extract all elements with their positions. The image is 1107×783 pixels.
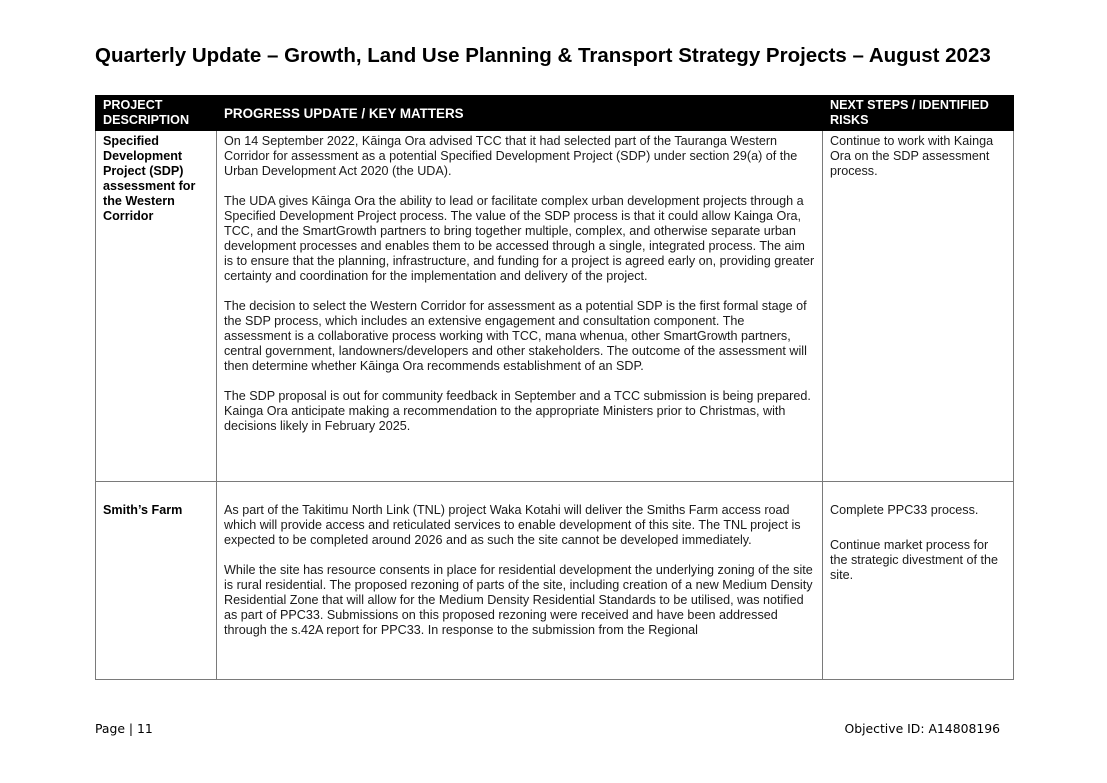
page-number: Page | 11 [95,721,153,736]
header-progress-update: PROGRESS UPDATE / KEY MATTERS [217,96,823,131]
progress-cell [217,482,823,680]
project-description-cell: Specified Development Project (SDP) assessment for the Western Corridor [96,131,217,482]
header-next-steps: NEXT STEPS / IDENTIFIED RISKS [823,96,1014,131]
projects-table [95,95,1014,680]
table-header-row [96,96,1014,131]
table-row [96,482,1014,680]
progress-paragraph: While the site has resource consents in place for residential development the underlying zoning of the site is rural residential. The proposed rezoning of parts of the site, including creation of a new Medium Density Residential Zone that will allow for the Medium Density Residential Standards to be utilised, was notified as part of PPC33. Submissions on this proposed rezoning were received and have been addressed through the s.42A report for PPC33. In response to the submission from the Regional [224,563,813,637]
objective-id: Objective ID: A14808196 [844,721,1000,736]
next-step-item: Complete PPC33 process. [830,503,979,517]
next-steps-cell [823,131,1014,482]
progress-paragraph: The SDP proposal is out for community feedback in September and a TCC submission is being prepared. Kainga Ora anticipate making a recommendation to the appropriate Ministers prior to Christmas, with decisions likely in February 2025. [224,389,811,433]
next-steps-cell [823,482,1014,680]
page-title: Quarterly Update – Growth, Land Use Planning & Transport Strategy Projects – August 2023 [95,44,991,67]
next-step-item: Continue to work with Kainga Ora on the SDP assessment process. [830,134,994,178]
progress-cell [217,131,823,482]
progress-paragraph: As part of the Takitimu North Link (TNL) project Waka Kotahi will deliver the Smiths Farm access road which will provide access and reticulated services to enable development of this site. The TNL project is expected to be completed around 2026 and as such the site cannot be developed immediately. [224,503,801,547]
next-step-item: Continue market process for the strategic divestment of the site. [830,538,999,582]
project-description-cell: Smith’s Farm [96,482,217,680]
header-project-description: PROJECT DESCRIPTION [96,96,217,131]
table-row [96,131,1014,482]
progress-paragraph: The decision to select the Western Corridor for assessment as a potential SDP is the first formal stage of the SDP process, which includes an extensive engagement and consultation component. The assessment is a collaborative process working with TCC, mana whenua, other SmartGrowth partners, central government, landowners/developers and other stakeholders. The outcome of the assessment will then determine whether Kāinga Ora recommends establishment of an SDP. [224,299,807,373]
progress-paragraph: The UDA gives Kāinga Ora the ability to lead or facilitate complex urban development projects through a Specified Development Project process. The value of the SDP process is that it could allow Kainga Ora, TCC, and the SmartGrowth partners to bring together multiple, complex, and otherwise separate urban development processes and enables them to be accessed through a single, integrated process. The aim is to ensure that the planning, infrastructure, and funding for a project is agreed early on, providing greater certainty and coordination for the implementation and delivery of the project. [224,194,815,283]
progress-paragraph: On 14 September 2022, Kāinga Ora advised TCC that it had selected part of the Tauranga Western Corridor for assessment as a potential Specified Development Project (SDP) under section 29(a) of the Urban Development Act 2020 (the UDA). [224,134,798,178]
